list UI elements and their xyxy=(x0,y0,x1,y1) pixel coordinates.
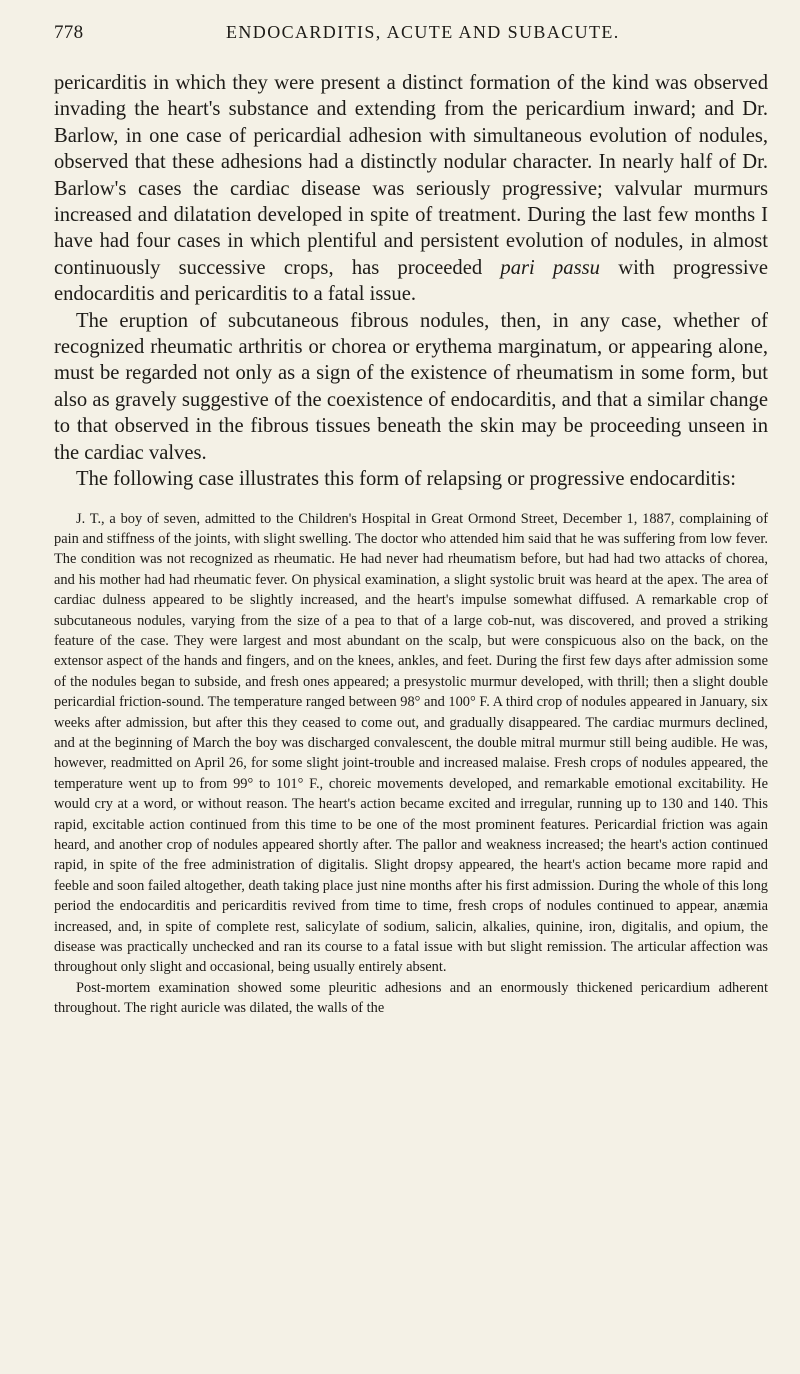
book-page xyxy=(54,22,768,1019)
paragraph-1-italic-phrase: pari passu xyxy=(500,256,600,279)
case-report xyxy=(54,509,768,1019)
chapter-title: ENDOCARDITIS, ACUTE AND SUBACUTE. xyxy=(226,22,620,42)
case-report-paragraph-2: Post-mortem examination showed some pleuritic adhesions and an enormously thickened pericardium adherent throughout. The right auricle was dilated, the walls of the xyxy=(54,979,768,1017)
paragraph-3: The following case illustrates this form of relapsing or progressive endocarditis: xyxy=(76,468,736,491)
paragraph-1 xyxy=(54,70,768,308)
page-number: 778 xyxy=(54,22,84,43)
paragraph-2: The eruption of subcutaneous fibrous nodules, then, in any case, whether of recognized rheumatic arthritis or chorea or erythema marginatum, or appearing alone, must be regarded not only as a sign of the existence of rheumatism in some form, but also as gravely suggestive of the coexistence of endocarditis, and that a similar change to that observed in the fibrous tissues beneath the skin may be proceeding unseen in the cardiac valves. xyxy=(54,309,768,464)
case-report-paragraph-1: J. T., a boy of seven, admitted to the Children's Hospital in Great Ormond Street, December 1, 1887, complaining of pain and stiffness of the joints, with slight swelling. The doctor who attended him said that he was suffering from low fever. The condition was not recognized as rheumatic. He had never had rheumatism before, but had had two attacks of chorea, and his mother had had rheumatic fever. On physical examination, a slight systolic bruit was heard at the apex. The area of cardiac dulness appeared to be slightly increased, and the heart's impulse somewhat diffused. A remarkable crop of subcutaneous nodules, varying from the size of a pea to that of a large cob-nut, was discovered, and proved a striking feature of the case. They were largest and most abundant on the scalp, but were conspicuous also on the back, on the extensor aspect of the hands and fingers, and on the knees, ankles, and feet. During the first few days after admission some of the nodules began to subside, and fresh ones appeared; a presystolic murmur developed, with thrill; then a slight double pericardial friction-sound. The temperature ranged between 98° and 100° F. A third crop of nodules appeared in January, six weeks after admission, but after this they ceased to come out, and gradually disappeared. The cardiac murmurs declined, and at the beginning of March the boy was discharged convalescent, the double mitral murmur still being audible. He was, however, readmitted on April 26, for some slight joint-trouble and increased malaise. Fresh crops of nodules appeared, the temperature went up to from 99° to 101° F., choreic movements developed, and remarkable emotional excitability. He would cry at a word, or without reason. The heart's action became excited and irregular, running up to 130 and 140. This rapid, excitable action continued from this time to be one of the most prominent features. Pericardial friction was again heard, and another crop of nodules appeared shortly after. The pallor and weakness increased; the heart's action continued rapid, in spite of the free administration of digitalis. Slight dropsy appeared, the heart's action became more rapid and feeble and soon failed altogether, death taking place just nine months after his first admission. During the whole of this long period the endocarditis and pericarditis revived from time to time, fresh crops of nodules continued to appear, anæmia increased, and, in spite of complete rest, salicylate of sodium, salicin, alkalies, quinine, iron, digitalis, and opium, the disease was practically unchecked and ran its course to a fatal issue with but slight remission. The articular affection was throughout only slight and occasional, being usually entirely absent. xyxy=(54,510,768,976)
main-text xyxy=(54,70,768,493)
paragraph-1-text-a: pericarditis in which they were present a distinct formation of the kind was observed invading the heart's substance and extending from the pericardium inward; and Dr. Barlow, in one case of pericardial adhesion with simultaneous evolution of nodules, observed that these adhesions had a distinctly nodular character. In nearly half of Dr. Barlow's cases the cardiac disease was seriously progressive; valvular murmurs increased and dilatation developed in spite of treatment. During the last few months I have had four cases in which plentiful and persistent evolution of nodules, in almost continuously successive crops, has proceeded xyxy=(54,72,768,279)
running-head xyxy=(54,22,768,52)
paragraph-1-text-b: with progressive endocarditis and pericarditis to a fatal issue. xyxy=(54,256,768,306)
